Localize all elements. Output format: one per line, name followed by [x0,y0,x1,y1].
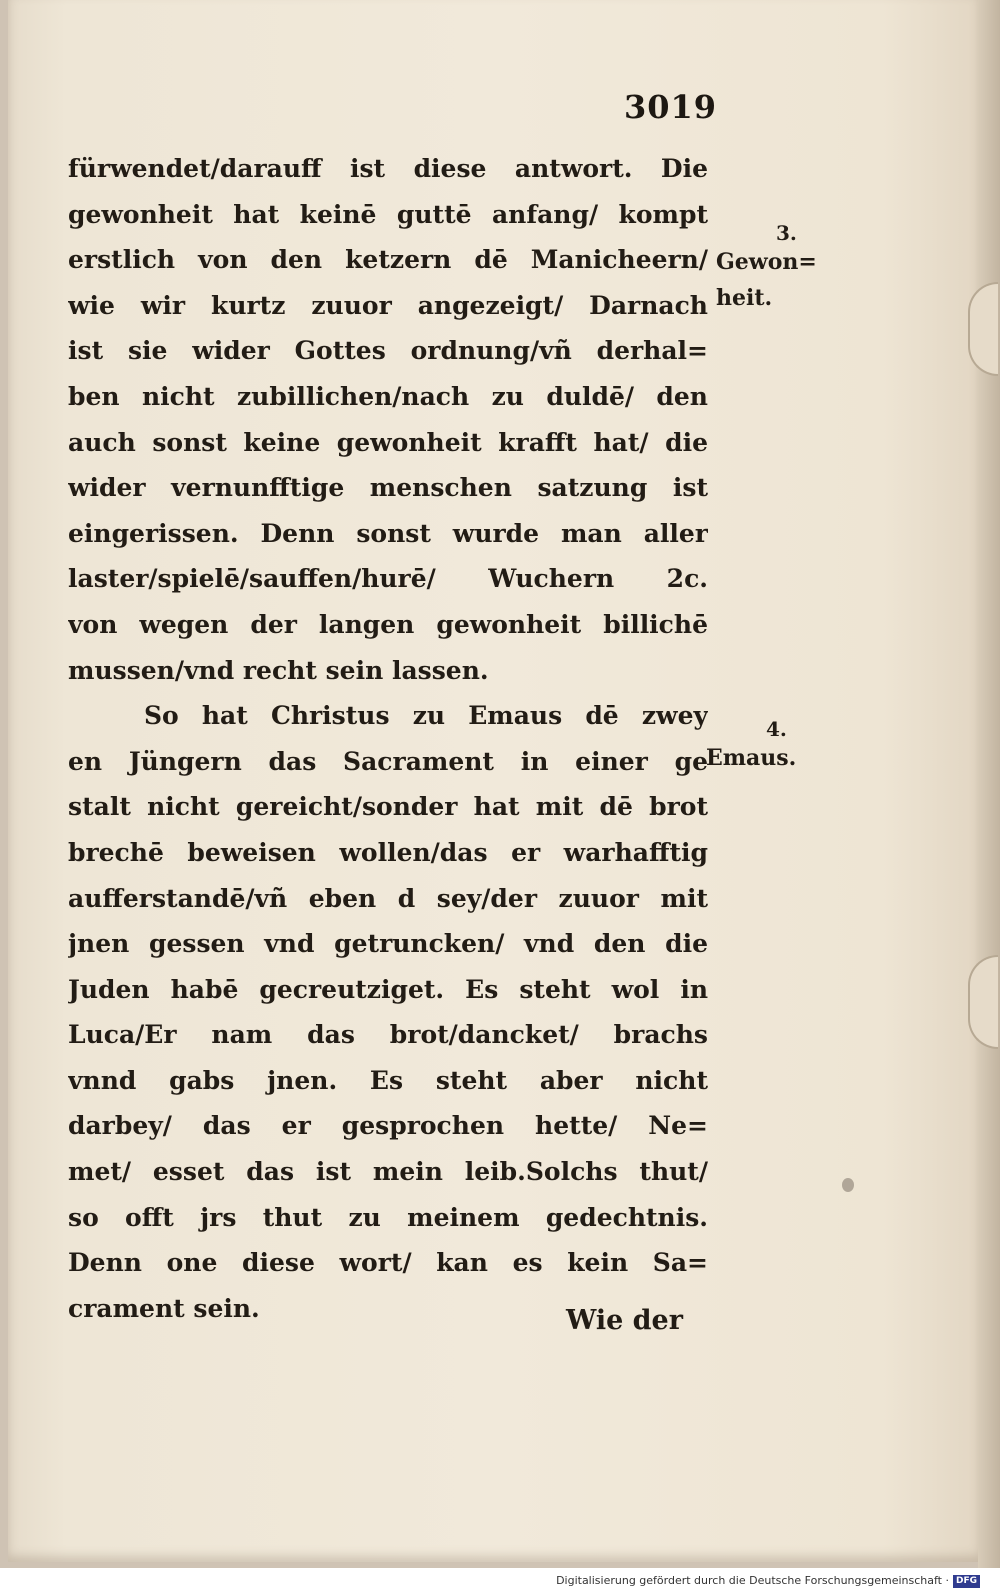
text-line: von wegen der langen gewonheit billichē [68,609,708,639]
funding-credit: Digitalisierung gefördert durch die Deutsche Forschungsgemeinschaft · [556,1574,949,1587]
text-line: gewonheit hat keinē guttē anfang/ kompt [68,199,708,229]
dfg-logo: DFG [953,1575,980,1588]
text-line: jnen gessen vnd getruncken/ vnd den die [68,929,708,959]
text-line: Denn one diese wort/ kan es kein Sa= [68,1248,708,1278]
text-line: wider vernunfftige menschen satzung ist [68,473,708,503]
text-line: fürwendet/darauff ist diese antwort. Die [68,154,708,183]
text-line: So hat Christus zu Emaus dē zwey [144,701,708,731]
text-line: met/ esset das ist mein leib.Solchs thut/ [68,1157,708,1187]
page-number: 3019 [624,88,718,126]
text-line: brechē beweisen wollen/das er warhafftig [68,837,708,867]
text-line: stalt nicht gereicht/sonder hat mit dē brot [68,792,708,822]
text-line: darbey/ das er gesprochen hette/ Ne= [68,1111,708,1141]
text-line: so offt jrs thut zu meinem gedechtnis. [68,1202,708,1232]
catchword: Wie der [566,1305,683,1336]
margin-note-gewonheit [716,221,817,316]
margin-note-text: Emaus. [706,745,797,771]
text-line: ben nicht zubillichen/nach zu duldē/ den [68,381,708,411]
text-line: wie wir kurtz zuuor angezeigt/ Darnach [68,290,708,320]
paper-speck [842,1178,854,1192]
binding-tab-upper [968,282,998,376]
margin-note-emaus [706,718,796,776]
text-line: laster/spielē/sauffen/hurē/ Wuchern 2c. [68,564,708,594]
text-line: Luca/Er nam das brot/dancket/ brachs [68,1020,708,1050]
text-line: Juden habē gecreutziget. Es steht wol in [68,974,708,1004]
text-line: ist sie wider Gottes ordnung/vñ derhal= [68,336,708,366]
binding-tab-lower [968,955,998,1049]
margin-note-number: 3. [776,221,797,245]
text-line: eingerissen. Denn sonst wurde man aller [68,518,708,548]
margin-note-number: 4. [766,717,787,741]
text-line: mussen/vnd recht sein lassen. [68,655,489,685]
body-text [68,146,708,1331]
text-line: aufferstandē/vñ eben d sey/der zuuor mit [68,883,708,913]
margin-note-text: Gewon= heit. [716,249,817,311]
text-line: vnnd gabs jnen. Es steht aber nicht [68,1065,708,1095]
page-edge [978,0,1000,1568]
text-line: crament sein. [68,1293,260,1323]
text-line: auch sonst keine gewonheit krafft hat/ die [68,427,708,457]
text-line: en Jüngern das Sacrament in einer ge [68,746,708,776]
text-line: erstlich von den ketzern dē Manicheern/ [68,245,708,275]
footer-bar [0,1568,1000,1593]
